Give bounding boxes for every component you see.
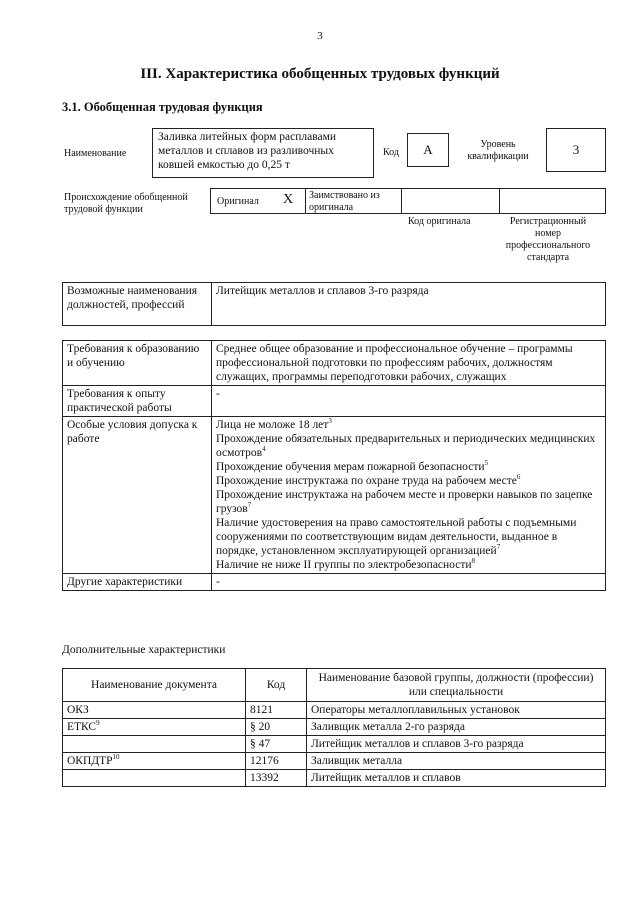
name-cell: Литейщик металлов и сплавов 3-го разряда	[307, 736, 606, 753]
original-label: Оригинал	[217, 196, 259, 207]
code-box	[407, 133, 449, 167]
requirement-label: Особые условия допуска к работе	[63, 417, 212, 574]
footnote-ref: 7	[247, 501, 252, 510]
col-name-header: Наименование базовой группы, должности (профессии) или специальности	[307, 669, 606, 702]
requirement-value	[212, 417, 606, 574]
requirement-line-text: Наличие не ниже II группы по электробезопасности	[216, 559, 472, 571]
requirement-line	[216, 575, 601, 589]
name-label: Наименование	[64, 148, 127, 159]
table-row	[63, 386, 606, 417]
requirement-line-text: Прохождение инструктажа на рабочем месте и проверки навыков по зацепке грузов	[216, 489, 593, 515]
doc-cell	[63, 719, 246, 736]
requirement-line	[216, 488, 601, 516]
table-header-row	[63, 669, 606, 702]
col-doc-header: Наименование документа	[63, 669, 246, 702]
col-code-header: Код	[246, 669, 307, 702]
requirement-line-text: Прохождение обязательных предварительных и периодических медицинских осмотров	[216, 433, 596, 459]
positions-table	[62, 282, 606, 326]
code-cell: 8121	[246, 702, 307, 719]
table-row	[63, 574, 606, 591]
footnote-ref: 7	[496, 543, 501, 552]
name-cell: Заливщик металла	[307, 753, 606, 770]
reg-number-caption: Регистрационный номер профессионального стандарта	[505, 216, 591, 263]
level-value: 3	[572, 142, 580, 157]
section-title: III. Характеристика обобщенных трудовых функций	[140, 66, 500, 82]
footnote-ref: 4	[262, 445, 266, 454]
requirement-line	[216, 387, 601, 401]
requirement-line-text: Прохождение инструктажа по охране труда на рабочем месте	[216, 475, 517, 487]
requirement-line	[216, 432, 601, 460]
function-name-box	[152, 128, 374, 178]
requirement-line	[216, 474, 601, 488]
name-cell: Литейщик металлов и сплавов	[307, 770, 606, 787]
table-row	[63, 417, 606, 574]
footnote-ref: 9	[96, 719, 100, 728]
footnote-ref: 8	[471, 557, 476, 566]
code-cell: § 20	[246, 719, 307, 736]
requirement-line	[216, 342, 601, 384]
code-original-caption: Код оригинала	[408, 216, 471, 227]
name-cell: Заливщик металла 2-го разряда	[307, 719, 606, 736]
code-cell: 12176	[246, 753, 307, 770]
doc-cell	[63, 753, 246, 770]
requirement-label: Другие характеристики	[63, 574, 212, 591]
additional-title: Дополнительные характеристики	[62, 644, 226, 656]
requirement-line-text: Наличие удостоверения на право самостоятельной работы с подъемными сооружениями по соответствующим видам деятельности, выданное в порядке, установленном эксплуатирующей организацией	[216, 517, 577, 557]
requirement-label: Требования к образованию и обучению	[63, 341, 212, 386]
positions-value: Литейщик металлов и сплавов 3-го разряда	[212, 283, 606, 326]
original-mark: X	[283, 192, 294, 207]
requirement-line	[216, 516, 601, 558]
requirement-line-text: -	[216, 388, 220, 400]
level-box	[546, 128, 606, 172]
doc-name: ОКПДТР	[67, 755, 113, 767]
borrowed-label: Заимствовано из оригинала	[309, 190, 380, 213]
doc-cell	[63, 702, 246, 719]
name-cell: Операторы металлоплавильных установок	[307, 702, 606, 719]
requirement-label: Требования к опыту практической работы	[63, 386, 212, 417]
doc-name: ЕТКС	[67, 721, 97, 733]
table-row	[63, 702, 606, 719]
table-row	[63, 283, 606, 326]
requirement-line-text: Лица не моложе 18 лет	[216, 419, 329, 431]
code-cell: 13392	[246, 770, 307, 787]
table-row	[63, 753, 606, 770]
table-row	[63, 341, 606, 386]
table-row	[63, 736, 606, 753]
requirement-line-text: -	[216, 576, 220, 588]
function-name-value: Заливка литейных форм расплавами металлов и сплавов из разливочных ковшей емкостью до 0,25 т	[158, 131, 337, 171]
table-row	[63, 770, 606, 787]
footnote-ref: 10	[112, 753, 120, 762]
requirement-value	[212, 386, 606, 417]
origin-divider	[499, 189, 500, 213]
requirement-value	[212, 574, 606, 591]
code-label: Код	[383, 147, 399, 158]
code-cell: § 47	[246, 736, 307, 753]
footnote-ref: 6	[516, 473, 521, 482]
subsection-title: 3.1. Обобщенная трудовая функция	[62, 100, 263, 114]
table-row	[63, 719, 606, 736]
requirement-line	[216, 418, 601, 432]
origin-divider	[401, 189, 402, 213]
doc-cell	[63, 736, 246, 753]
origin-label: Происхождение обобщенной трудовой функции	[64, 192, 188, 215]
footnote-ref: 5	[484, 459, 489, 468]
requirement-line	[216, 460, 601, 474]
doc-name: ОКЗ	[67, 704, 89, 716]
level-label: Уровень квалификации	[467, 139, 529, 162]
origin-divider	[305, 189, 306, 213]
positions-label: Возможные наименования должностей, профессий	[63, 283, 212, 326]
requirements-table	[62, 340, 606, 591]
additional-table	[62, 668, 606, 787]
requirement-line-text: Среднее общее образование и профессиональное обучение – программы профессиональной подготовки по профессиям рабочих, должностям служащих, программы переподготовки рабочих, служащих	[216, 343, 573, 383]
page-number: 3	[317, 30, 323, 42]
footnote-ref: 3	[328, 417, 332, 426]
requirement-line	[216, 558, 601, 572]
code-value: A	[423, 142, 433, 157]
requirement-line-text: Прохождение обучения мерам пожарной безопасности	[216, 461, 485, 473]
requirement-value	[212, 341, 606, 386]
origin-row	[210, 188, 606, 214]
doc-cell	[63, 770, 246, 787]
